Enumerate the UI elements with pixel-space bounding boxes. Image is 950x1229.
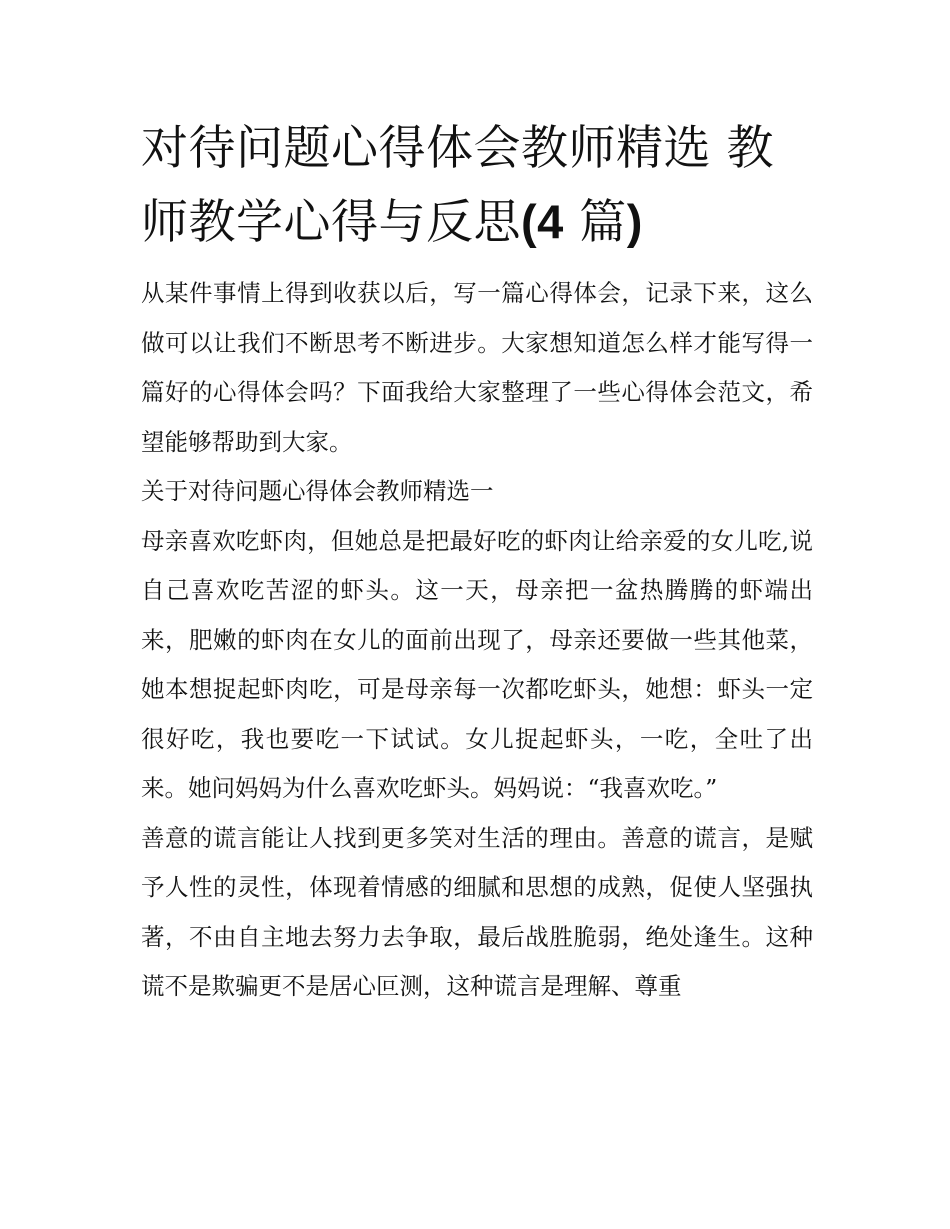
reflection-paragraph: 善意的谎言能让人找到更多笑对生活的理由。善意的谎言，是赋予人性的灵性，体现着情感的细腻和思想的成熟，促使人坚强执著，不由自主地去努力去争取，最后战胜脆弱，绝处逢生。这种谎不是欺骗更不是居心叵测，这种谎言是理解、尊重 [141, 823, 813, 1000]
title-count-close: ) [626, 195, 643, 248]
document-title [141, 112, 813, 259]
document-body [141, 269, 813, 1012]
title-text: 对待问题心得体会教师精选 教师教学心得与反思 [141, 121, 774, 250]
document-content [141, 112, 813, 1012]
story-paragraph: 母亲喜欢吃虾肉，但她总是把最好吃的虾肉让给亲爱的女儿吃,说自己喜欢吃苦涩的虾头。这一天，母亲把一盆热腾腾的虾端出来，肥嫩的虾肉在女儿的面前出现了，母亲还要做一些其他菜，她本想捉起虾肉吃，可是母亲每一次都吃虾头，她想：虾头一定很好吃，我也要吃一下试试。女儿捉起虾头，一吃，全吐了出来。她问妈妈为什么喜欢吃虾头。妈妈说：“我喜欢吃。” [141, 526, 813, 802]
intro-paragraph: 从某件事情上得到收获以后，写一篇心得体会，记录下来，这么做可以让我们不断思考不断进步。大家想知道怎么样才能写得一篇好的心得体会吗？下面我给大家整理了一些心得体会范文，希望能够帮助到大家。 [141, 279, 813, 456]
title-count-unit: 篇 [563, 195, 627, 250]
title-count-open: (4 [521, 195, 564, 248]
section-heading: 关于对待问题心得体会教师精选一 [141, 477, 494, 505]
